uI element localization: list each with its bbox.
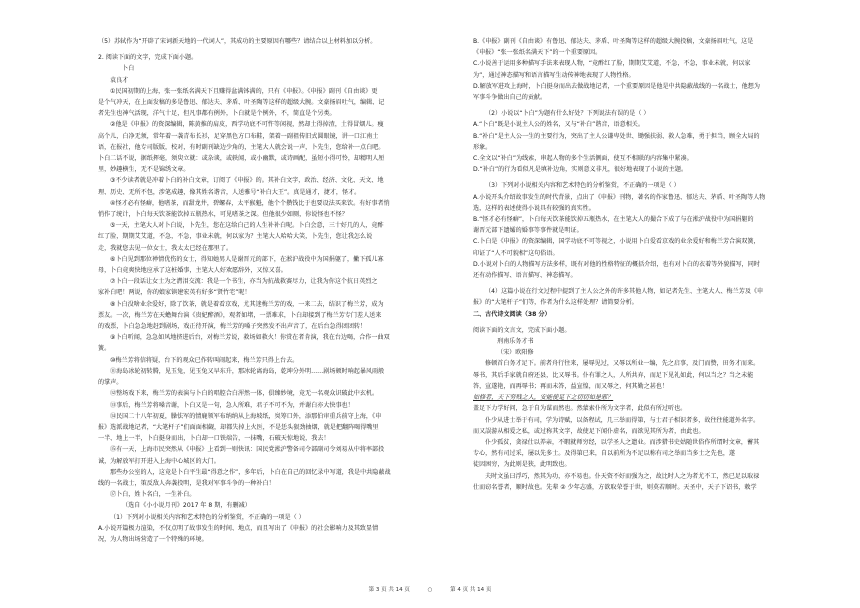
text-line: 还有动作描写、语言描写、神态描写。 bbox=[473, 272, 577, 280]
page-footer bbox=[0, 586, 860, 594]
text-line: ⑦卜白一段话让女士为之潸泪交流：我是一个书生，亦当为抗战救赛尽力，让我为你这个抗日英烈之 bbox=[110, 278, 378, 286]
text-line: 里，妙趣横生，无不是锦绣文章。 bbox=[98, 166, 190, 174]
text-line: 《申报》“张一张纸名满天下”的一个重要原因。 bbox=[473, 49, 602, 57]
text-line: 理、历史、无所不包，涉笔成趣，像其姓名谐音，人送雅号“补白大王”。真是通才，捷才，怪才。 bbox=[98, 188, 361, 196]
text-line: 印证了“人不可貌相”这句俗语。 bbox=[473, 249, 559, 257]
text-line: 者先生也神气活现，洋气十足，但凡事都有例外，卜白就是个例外，不，简直是个另类。 bbox=[98, 110, 336, 118]
text-line: 阅读下面的文言文，完成下面小题。 bbox=[473, 326, 571, 334]
text-line: 红了脸，期期艾艾道，不急，不急，事业未就，何以家为？主笔大人哈哈大笑，卜先生，您让我怎么说 bbox=[98, 233, 373, 241]
text-line: 二、古代诗文阅读（38 分） bbox=[473, 310, 551, 318]
text-line: D.解放军进攻上海时，卜白挺身而出去做战地记者，一个重要原因是他是中共隐蔽战线的一名战士，他想为 bbox=[473, 82, 760, 90]
text-line: ⑮有一天，上海市民突然从《申报》上看到一则快讯：国民党淞沪警备司令部副司令刘易从中将率部投 bbox=[110, 446, 385, 454]
text-line: 语，在报社，他专司版版，校对，有时副刊缺边少角的，主笔大人就会说一声，卜先生，您给补一点白吧。 bbox=[98, 143, 385, 151]
text-line: 夫时文虽曰浮巧，然其为功，亦不易也。仆天资不好而强为之，故比时人之为者尤不工，然已足以取禄 bbox=[485, 472, 760, 480]
text-line: A.“卜白”既是小说主人公的姓名，又与“补白”谐音，语意相关。 bbox=[473, 121, 644, 129]
text-line: 辱书，其后手家就自府还县，比又辱书。仆有罪之人，人所共弃，而足下见礼如此，何以当之？当之未能 bbox=[473, 371, 754, 379]
page-number-left: 第 3 页 共 14 页 bbox=[368, 587, 410, 593]
text-line: C.卜白是《申报》的资深编辑，国学功底不可等视之，小说用卜白爱看京戏的业余爱好和梅兰芳合演双簧， bbox=[473, 238, 760, 246]
text-line: ⑧卜白没啥业余爱好，除了饮茶，就是着看京戏，尤其迷梅兰芳的戏，一来二去，结识了梅兰芳，成为 bbox=[110, 300, 384, 308]
text-line: B.“怪才必有怪癖”，卜白每天饮茶能饮掉五瓶热水，在主笔大人的撮合下成了与在淞沪战役中为国捐躯的 bbox=[473, 216, 754, 224]
text-line: B.《申报》副刊《自由谈》有鲁迅、郁达夫、茅盾、叶圣陶等这样的超级大腕投稿，文豪扬眉吐气，这是 bbox=[473, 38, 754, 45]
text-line: 仆少从进士举于有司，学为诗赋，以备程试，几三举而得第，与士君子相识者多，故往往能道外名字。 bbox=[485, 416, 760, 424]
text-line: 诚，为解放军打开进入上海中心城区的大门。 bbox=[98, 457, 220, 465]
text-line: ④怪才必有怪癖，他嗜茶，而甜龙井，碧螺春，太平猴魁，他个个攒钱比于也要设法买来饮。有好事者悄 bbox=[110, 199, 390, 207]
text-line: ⑪海岛冰轮初转腾，见玉兔，见玉兔又早东升，那冰轮离海岛，乾坤分外明……剧场顿时响起暴风雨般 bbox=[110, 367, 385, 375]
text-line: 母，卜白竟爽快地应承了这桩婚事，主笔大人好欢愿辞外，又惊又喜。 bbox=[98, 267, 287, 275]
text-line: （5）苏轼作为“开辟了宋词新天地的一代词人”，其成功的主要原因有哪些？请结合以上材料加以分析。 bbox=[98, 38, 377, 45]
text-line: 答，宣遂艳，而再辱书；再而未答，益宣惶，而又辱之，何其勤之甚也！ bbox=[473, 382, 668, 390]
text-line: （1）下列对小说相关内容和艺术特色的分析鉴赏，不正确的一项是（ ） bbox=[110, 513, 305, 521]
text-line: 线的一名战士，策反敌人奔袭投明，是我对军事斗争的一种补白！ bbox=[98, 479, 275, 487]
text-line: （4）这篇小说在行文过程中提到了主人公之外的许多其他人物，如记者先生、主笔大人、梅兰芳及《申 bbox=[485, 288, 764, 296]
text-line: 修顿首白务才足下。前者舟行往来，屡辱见过，又辱以所业一编，先之启事，及门而赞，田务才而来。 bbox=[485, 360, 760, 368]
text-line: 的掌声。 bbox=[98, 379, 123, 387]
text-line: A.小说开头介绍故事发生的时代背景，点出了《申报》刊物，著名的作家鲁迅、郁达夫、茅盾、叶圣陶等人物 bbox=[473, 193, 766, 201]
text-line: 刑南乐务才书 bbox=[497, 338, 534, 346]
text-line: 仕而窃名誉者，顺时故也。先辈 ② 少年志盛，方欲取荣誉于世，则莫若顺时。天圣中，天子下诏书，敕学 bbox=[473, 483, 757, 491]
text-line: B.“补白”是主人公一生的主要行为，突出了主人公谦卑处世、锄强扶弱、救人急难，勇于担当，顾全大局的 bbox=[473, 132, 760, 140]
text-line: 卜白二话不说，据纸挥毫，须臾立就：或杂谈，或轶闻，或小幽默，或诗画配，虽短小得可怜，却精明人厘 bbox=[98, 155, 385, 163]
text-line: 专心，然有司过采，屡以先多士。及得第已来，自以前所为不足以称有司之举而当多士之先也，遂 bbox=[473, 450, 736, 458]
text-line: 选，这样的表述使得小说具有较强的真实性。 bbox=[473, 204, 595, 212]
text-line: （宋）欧阳修 bbox=[497, 349, 534, 357]
text-line: 走，我就您去见一位女士，我太太已经在那里了。 bbox=[98, 244, 233, 252]
text-line: （2）小说以“卜白”为题有什么好处？下列说法有误的是（ ） bbox=[485, 110, 650, 118]
text-line: 票友。一次，梅兰芳在天蟾舞台演《贵妃醉酒》，观者如堵，一票难求，卜白却接到了梅兰芳专门差人送来 bbox=[98, 311, 382, 319]
text-line: ⑥卜白见到那位禅情优伤的女士，得知她男人是谢晋元的部下，在淞沪战役中为国捐躯了，撇下孤儿寡 bbox=[110, 255, 384, 263]
text-line: 悄作了统计，卜白每天饮茶能饮掉五瓶热水，可见嗜茶之深。但他很少如厕，你说怪也不怪？ bbox=[98, 211, 348, 219]
text-line: 是个气冲天，在上面发稿的多是鲁迅、郁达夫、茅盾、叶圣陶等这样的超级大腕。文豪扬眉吐气，编辑、记 bbox=[98, 99, 385, 107]
text-line: 卜白 bbox=[122, 65, 135, 73]
text-line: （选自《小小说月刊》2017 年 8 期，有删减） bbox=[122, 502, 251, 510]
text-line: 如修者，天下穷贱之人，安能使足下之切切如是邪？ bbox=[473, 394, 614, 402]
text-line: 军事斗争做出自己的贡献。 bbox=[473, 94, 547, 102]
text-line: ⑨卜白听闻，急急如风地挤进后台，对梅兰芳说，救场如救火！你赏在者肯演，我在台边喝，合作一曲双 bbox=[110, 334, 390, 342]
text-line: 家补白吧！两说，你的娘家镇建宏英有好多“贤竹宅”呢！ bbox=[98, 289, 251, 297]
text-line: 那些办公室的人，这竟是卜白平生最“得意之作”，多年后，卜白在自己的回忆录中写道，我是中共隐蔽战 bbox=[110, 468, 391, 476]
text-line: ⑩梅兰芳将信将疑，台下的观众已作转叫闹起来，梅兰芳只得上台去。 bbox=[110, 356, 299, 364]
text-line: ⑰卜白，姓卜名白，一生补白。 bbox=[110, 491, 196, 499]
text-line: 而又誤游从相爱之私，或过称其文字，故使足下闻仆虚名，而欲见其所为者，由此也。 bbox=[473, 427, 705, 435]
text-line: 的戏票，卜白急急地赶到剧场，戏正待开演，梅兰芳的嗓子突然发不出声音了，在后台急得团团转！ bbox=[98, 323, 367, 331]
text-line: D.“补白”的行为看似凡是填补边角，实则意义非凡，很好地表现了小说的主题。 bbox=[473, 166, 688, 174]
text-line: ①民国初期的上海，张一张纸名满天下且赚得盆满钵满的，只有《申报》。《申报》副刊《自由谈》更 bbox=[110, 87, 378, 95]
page-number-right: 第 4 页 共 14 页 bbox=[450, 587, 492, 593]
text-line: 报》选派战地记者，“大笔杆子”们面面相觑，却都失掉上火医，不是恁头狠劲抽烟，就是把翻阵喝得嘴里 bbox=[98, 423, 379, 431]
text-line: ⑤一天，主笔大人对卜白说，卜先生，您在这给白己的人生补补白呢。卜白会意，三十好几的人，竟酢 bbox=[110, 222, 384, 230]
text-line: 簧。 bbox=[98, 345, 111, 353]
text-line: 报》的“大笔杆子”们等，作者为什么这样处理？请简要分析。 bbox=[473, 299, 638, 307]
text-line: D.小说对卜白的人物描写方法多样，既有对他的性格特征的概括介绍，也有对卜白的衣着等外貌描写，同时 bbox=[473, 260, 760, 268]
text-line: 仆少孤贫，贪禄仕以养亲，不暇就师穷经，以学圣人之遗业。而涉猎书史姑随世俗作所谓时文章，蓄其 bbox=[485, 438, 760, 446]
text-line: ⑫整场戏下来，梅兰芳的表演与卜白的唱腔合白浑然一体，俱臻妙境，竟无一名观众识破此中玄机。 bbox=[110, 390, 379, 398]
text-line: ③不少读者就是冲着卜白的补白文章，订阅了《申报》的。其补白文字，政治、经济、文化、天文、地 bbox=[110, 177, 384, 185]
text-line: ⑬事后，梅兰芳将嗓音谢，卜白又是一句，急人所难，君子不可不为，并谢白亦大快事也！ bbox=[110, 401, 354, 409]
text-line: 一半、地上一半，卜白挺身而出，卜白却一口铁端告，一抹嘴，石破天惊地说，我去！ bbox=[98, 435, 330, 443]
text-line: ⑭民国二十八年初夏，臊怯军的情鹿领军布纳纳从上海坡纸，臭筹口外，添那伯审重兵前守上海，《申 bbox=[110, 412, 382, 420]
right-column bbox=[473, 36, 833, 493]
text-line: 形象。 bbox=[473, 143, 492, 151]
page-separator-icon: ○ bbox=[427, 587, 433, 593]
text-line: 况，为人物出场营造了一个特殊的环境。 bbox=[98, 535, 208, 543]
text-line: A.小说开篇极力渲染，不仅点明了故事发生的时间、地点，而且写出了《申报》的社会影响力及其致显情 bbox=[98, 524, 379, 532]
text-line: （3）下列对小说相关内容和艺术特色的分析鉴赏，不正确的一项是（ ） bbox=[485, 182, 680, 190]
text-line: 为”，通过神态描写和语言描写生动传神地表现了人物性格。 bbox=[473, 71, 635, 79]
text-line: C.全文以“补白”为线索，串起人物的多个生活侧面，使互不相联的内容集中紧凑。 bbox=[473, 155, 693, 163]
text-line: 谢晋元部下遗孀的婚事等事件就是明证。 bbox=[473, 227, 583, 235]
text-line: 2. 阅读下面的文字，完成下面小题。 bbox=[98, 54, 198, 62]
text-line: 袁良才 bbox=[110, 76, 129, 84]
text-line: C.小说善于运用多种描写手法来表现人物，“竟酢红了脸，期期艾艾道，不急，不急，事业未就，何以家 bbox=[473, 60, 751, 68]
text-line: 高个儿，白净无须，常年着一袭青布长衫，足穿黑色方口布鞋，架着一副祖传旧式圆眼镜，讲一口江南土 bbox=[98, 132, 379, 140]
text-line: 盖足下力学好问，急于自为谋而然也。然蒙索仆所为文字者，此似有所过听也。 bbox=[473, 405, 687, 413]
text-line: ②他是《申报》的资深编辑，陈黄推的肩皮，西学功底不可忤等闲视，然却土得掉渣，土得冒烟儿。瘦 bbox=[110, 121, 384, 129]
text-line: 徒因困穷，为此则是狭，此明致也。 bbox=[473, 461, 571, 469]
left-column bbox=[98, 36, 452, 545]
